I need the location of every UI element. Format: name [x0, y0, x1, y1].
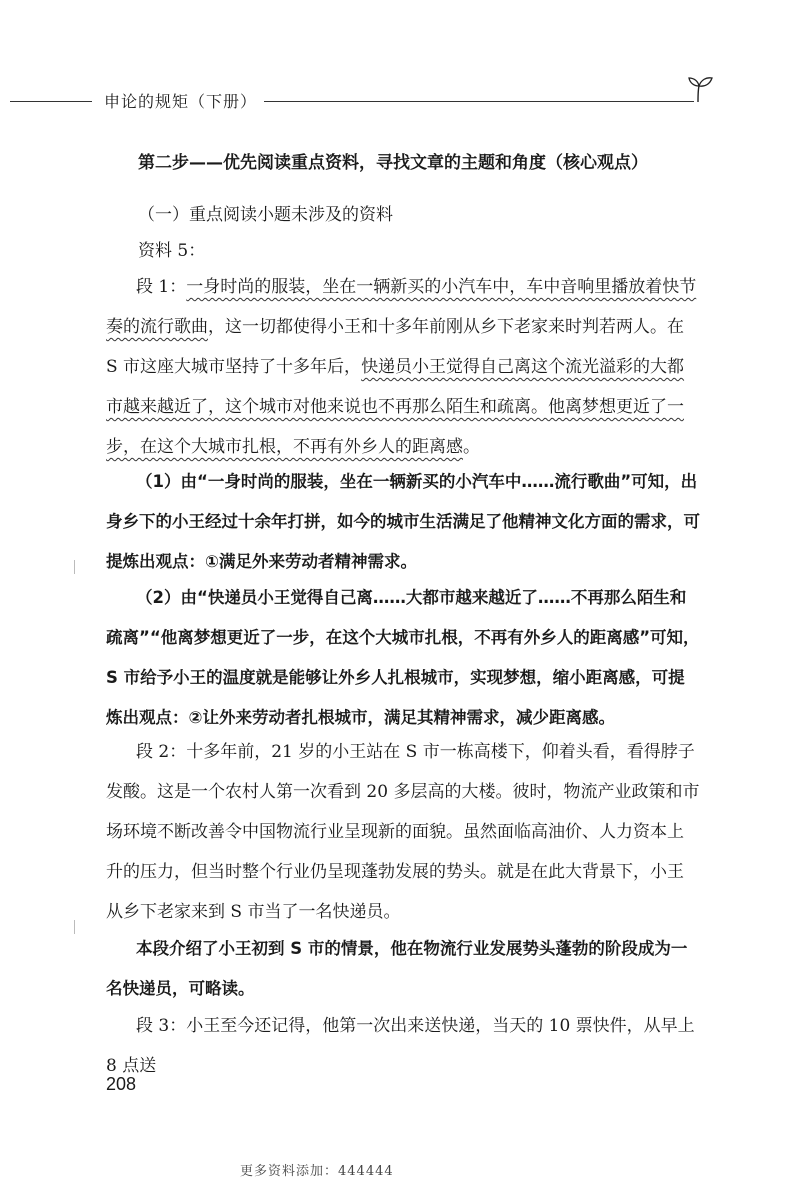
underlined-text: 快递员小王觉得自己离这个流光溢彩的大都市越来越近了，这个城市对他来说也不再那么陌生和疏离。他离梦想更近了一步，在这个大城市扎根，不再有外乡人的距离感 [106, 357, 685, 457]
analysis-2: （2）由“快递员小王觉得自己离……大都市越来越近了……不再那么陌生和疏离”“他离梦想更近了一步，在这个大城市扎根，不再有外乡人的距离感”可知，S 市给予小王的温度就是能够让外乡人扎根城市，实现梦想，缩小距离感，可提炼出观点：②让外来劳动者扎根城市，满足其精神需求，减少距离感。 [106, 588, 700, 727]
running-header [10, 86, 710, 116]
header-rule-right [264, 101, 694, 102]
book-title: 申论的规矩（下册） [104, 92, 258, 111]
paragraph-3: 段 3：小王至今还记得，他第一次出来送快递，当天的 10 票快件，从早上 8 点送 [106, 1016, 695, 1076]
margin-mark [74, 920, 75, 934]
paragraph-label: 段 1： [136, 277, 187, 297]
page-number: 208 [106, 1074, 137, 1094]
sprout-icon [686, 74, 714, 104]
analysis-1: （1）由“一身时尚的服装，坐在一辆新买的小汽车中……流行歌曲”可知，出身乡下的小王经过十余年打拼，如今的城市生活满足了他精神文化方面的需求，可提炼出观点：①满足外来劳动者精神需求。 [106, 472, 700, 571]
paragraph-1 [106, 267, 700, 467]
analysis-3: 本段介绍了小王初到 S 市的情景，他在物流行业发展势头蓬勃的阶段成为一名快递员，可略读。 [106, 939, 688, 998]
header-rule-left [10, 101, 92, 102]
footer-watermark: 更多资料添加：444444 [240, 1164, 394, 1179]
material-label: 资料 5： [138, 241, 206, 261]
paragraph-text: ，这一切都使得小王和十多年前刚从乡下老家来时判若两人。在 S 市这座大城市坚持了十多年后， [106, 317, 684, 377]
sub-heading: （一）重点阅读小题未涉及的资料 [138, 205, 393, 225]
margin-mark [74, 560, 75, 574]
underlined-text: 一身时尚的服装，坐在一辆新买的小汽车中，车中音响里播放着快节奏的流行歌曲 [106, 277, 697, 337]
paragraph-2: 段 2：十多年前，21 岁的小王站在 S 市一栋高楼下，仰着头看，看得脖子发酸。这是一个农村人第一次看到 20 多层高的大楼。彼时，物流产业政策和市场环境不断改善令中国物流行业呈现新的面貌。虽然面临高油价、人力资本上升的压力，但当时整个行业仍呈现蓬勃发展的势头。就是在此大背景下，小王从乡下老家来到 S 市当了一名快递员。 [106, 742, 700, 922]
step-heading: 第二步——优先阅读重点资料，寻找文章的主题和角度（核心观点） [138, 153, 648, 173]
paragraph-text: 。 [463, 437, 480, 457]
